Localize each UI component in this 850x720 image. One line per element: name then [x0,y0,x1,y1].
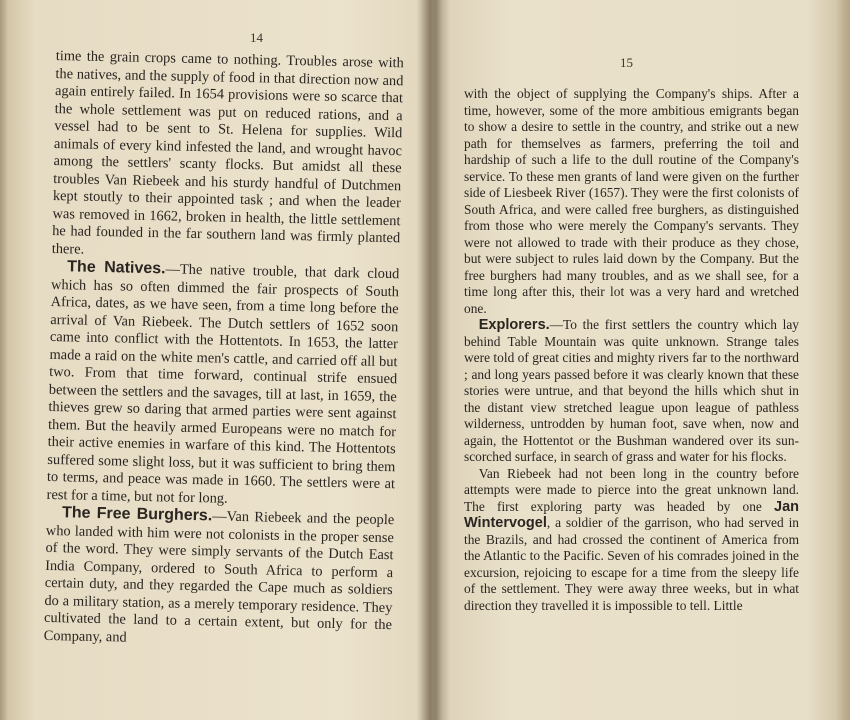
paragraph [464,317,799,466]
right-page [440,0,850,720]
section-heading: The Natives. [67,258,166,278]
paragraph-text: —To the first settlers the country which lay behind Table Mountain was quite unknown. Strange tales were told of great cities and mighty rivers far to the northward ; and long years passed before it was clearly known that these stories were untrue, and that beyond the hills which shut in the distant view stretched league upon league of pathless wilderness, untrodden by human foot, save when, now and again, the Hottentot or the Bushman wandered over its sun-scorched surface, in search of grass and water for his flocks. [464,317,799,464]
page-text [43,48,403,652]
paragraph-text: —Van Riebeek and the people who landed with him were not colonists in the proper sense of the word. They were simply servants of the Dutch East India Company, ordered to South Africa to perform a certain duty, and they regarded the Cape much as soldiers do a military station, as a merely temporary residence. They cultivated the land to a certain extent, but only for the Company, and [43,508,395,646]
person-name: Jan Wintervogel [464,498,799,531]
paragraph-text: Van Riebeek had not been long in the country before attempts were made to pierce into the great unknown land. The first exploring party was headed by one [464,465,799,514]
page-number: 15 [620,55,633,70]
paragraph-text: —The native trouble, that dark cloud which has so often dimmed the fair prospects of South Africa, dates, as we have seen, from a time long before the arrival of Van Riebeek. The Dutch settlers of 1652 soon came into conflict with the Hottentots. In 1653, the latter made a raid on the white men's cattle, and carried off all but two. From that time forward, continual strife ensued between the settlers and the savages, till at last, in 1659, the thieves grew so daring that armed parties were sent against them. But the heavily armed Europeans were no match for their active enemies in warfare of this kind. The Hottentots suffered some slight loss, but it was sufficient to bring them to terms, and peace was made in 1660. The settlers were at rest for a time, but not for long. [46,261,400,507]
section-heading: The Free Burghers. [61,504,213,525]
paragraph: time the grain crops came to nothing. Troubles arose with the natives, and the supply of food in that direction now and again entirely failed. In 1654 provisions were so scarce that the whole settlement was put on reduced rations, and a vessel had to be sent to St. Helena for supplies. Wild animals of every kind infested the land, and wrought havoc among the settlers' scanty flocks. But amidst all these troubles Van Riebeek and his sturdy handful of Dutchmen kept stoutly to their appointed task ; and when the leader was removed in 1662, broken in health, the little settlement he had founded in the far southern land was firmly planted there. [51,48,404,258]
paragraph: with the object of supplying the Company's ships. After a time, however, some of the more ambitious emigrants began to show a desire to settle in the country, and strike out a new path for themselves as farmers, preferring the toil and hardship of such a life to the dull routine of the Company's service. To these men grants of land were given on the further side of Liesbeek River (1657). They were the first colonists of South Africa, and were called free burghers, as distinguished from those who were merely the Company's servants. They were not allowed to trade with their produce as they chose, but were subject to rules laid down by the Company. But the free burghers had many troubles, and as we shall see, for a time long after this, their lot was a very hard and wretched one. [464,86,799,316]
paragraph [46,258,399,511]
paragraph-text: , a soldier of the garrison, who had served in the Brazils, and had crossed the continent of America from the Atlantic to the Pacific. Seven of his comrades joined in the excursion, rejoicing to escape for a time from the sleepy life of the settlement. They were away three weeks, but in what direction they travelled it is impossible to tell. Little [464,515,799,613]
paragraph [464,466,799,615]
page-number: 14 [250,30,263,45]
paragraph [43,504,394,652]
section-heading: Explorers. [478,317,550,333]
page-text [464,86,799,614]
